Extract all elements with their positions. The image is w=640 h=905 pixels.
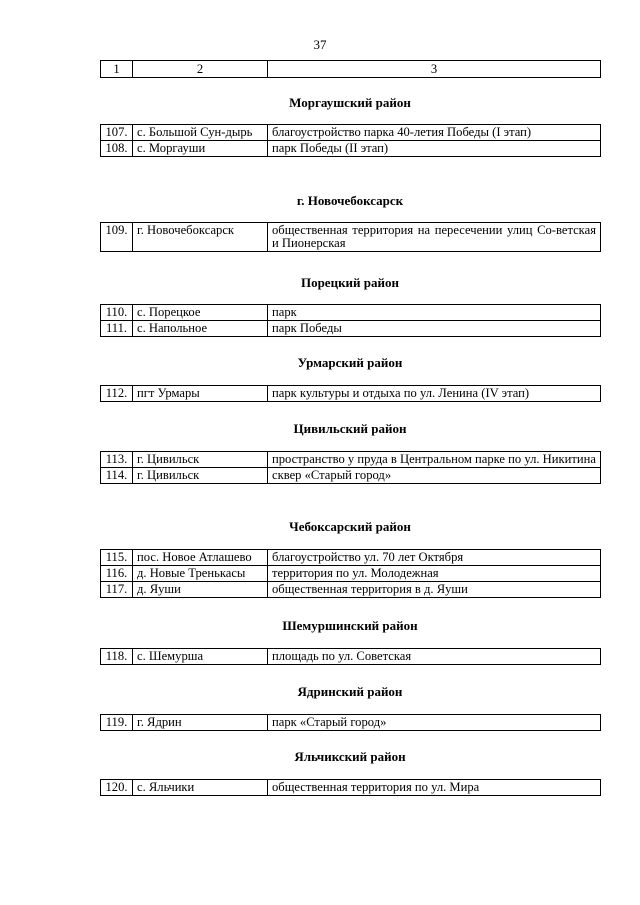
section-title-yalchiksky: Яльчикский район [294, 749, 406, 764]
section-table-yadrinsky [100, 714, 601, 731]
table-row [101, 715, 601, 731]
row-object: парк [268, 305, 601, 321]
table-row [101, 141, 601, 157]
row-object: общественная территория на пересечении улиц Со-ветская и Пионерская [268, 223, 601, 252]
row-object: пространство у пруда в Центральном парке по ул. Никитина [268, 452, 601, 468]
row-place: г. Ядрин [133, 715, 268, 731]
section-table-cheboksarsky [100, 549, 601, 598]
table-row [101, 305, 601, 321]
row-object: общественная территория в д. Яуши [268, 582, 601, 598]
row-place: г. Цивильск [133, 452, 268, 468]
row-object: площадь по ул. Советская [268, 649, 601, 665]
table-row [101, 582, 601, 598]
row-object: благоустройство парка 40-летия Победы (I этап) [268, 125, 601, 141]
row-place: с. Яльчики [133, 780, 268, 796]
row-number: 115. [101, 550, 133, 566]
table-row [101, 125, 601, 141]
row-object: парк Победы [268, 321, 601, 337]
row-place: д. Новые Тренькасы [133, 566, 268, 582]
row-number: 113. [101, 452, 133, 468]
row-number: 118. [101, 649, 133, 665]
row-place: с. Моргауши [133, 141, 268, 157]
section-title-shemurshinsky: Шемуршинский район [282, 618, 418, 633]
section-title-tsivilsky: Цивильский район [293, 421, 407, 436]
section-title-yadrinsky: Ядринский район [297, 684, 403, 699]
row-place: пос. Новое Атлашево [133, 550, 268, 566]
row-place: пгт Урмары [133, 386, 268, 402]
row-number: 116. [101, 566, 133, 582]
column-header-table [100, 60, 601, 78]
row-number: 110. [101, 305, 133, 321]
table-row [101, 223, 601, 252]
row-number: 111. [101, 321, 133, 337]
column-header-3: 3 [268, 61, 601, 78]
row-object: сквер «Старый город» [268, 468, 601, 484]
row-place: д. Яуши [133, 582, 268, 598]
table-row [101, 550, 601, 566]
row-number: 109. [101, 223, 133, 252]
row-number: 114. [101, 468, 133, 484]
row-number: 107. [101, 125, 133, 141]
section-title-novocheboksarsk: г. Новочебоксарск [296, 193, 404, 208]
section-table-novocheboksarsk [100, 222, 601, 252]
row-object: благоустройство ул. 70 лет Октября [268, 550, 601, 566]
row-object: общественная территория по ул. Мира [268, 780, 601, 796]
table-row [101, 780, 601, 796]
section-title-urmarsky: Урмарский район [297, 355, 403, 370]
row-object: парк культуры и отдыха по ул. Ленина (IV этап) [268, 386, 601, 402]
row-number: 117. [101, 582, 133, 598]
row-place: с. Напольное [133, 321, 268, 337]
section-title-morgaushsky: Моргаушский район [289, 95, 411, 110]
row-number: 108. [101, 141, 133, 157]
section-title-poretsky: Порецкий район [300, 275, 400, 290]
column-header-row [101, 61, 601, 78]
table-row [101, 649, 601, 665]
row-place: г. Цивильск [133, 468, 268, 484]
section-table-urmarsky [100, 385, 601, 402]
row-number: 112. [101, 386, 133, 402]
row-place: с. Большой Сун-дырь [133, 125, 268, 141]
table-row [101, 566, 601, 582]
table-row [101, 468, 601, 484]
section-table-tsivilsky [100, 451, 601, 484]
row-object: парк «Старый город» [268, 715, 601, 731]
row-number: 120. [101, 780, 133, 796]
section-title-cheboksarsky: Чебоксарский район [289, 519, 411, 534]
table-row [101, 386, 601, 402]
column-header-1: 1 [101, 61, 133, 78]
page-number: 37 [313, 37, 327, 52]
table-row [101, 452, 601, 468]
section-table-yalchiksky [100, 779, 601, 796]
row-place: с. Шемурша [133, 649, 268, 665]
row-place: г. Новочебоксарск [133, 223, 268, 252]
section-table-poretsky [100, 304, 601, 337]
row-object: территория по ул. Молодежная [268, 566, 601, 582]
row-place: с. Порецкое [133, 305, 268, 321]
row-object: парк Победы (II этап) [268, 141, 601, 157]
column-header-2: 2 [133, 61, 268, 78]
row-number: 119. [101, 715, 133, 731]
section-table-morgaushsky [100, 124, 601, 157]
section-table-shemurshinsky [100, 648, 601, 665]
table-row [101, 321, 601, 337]
